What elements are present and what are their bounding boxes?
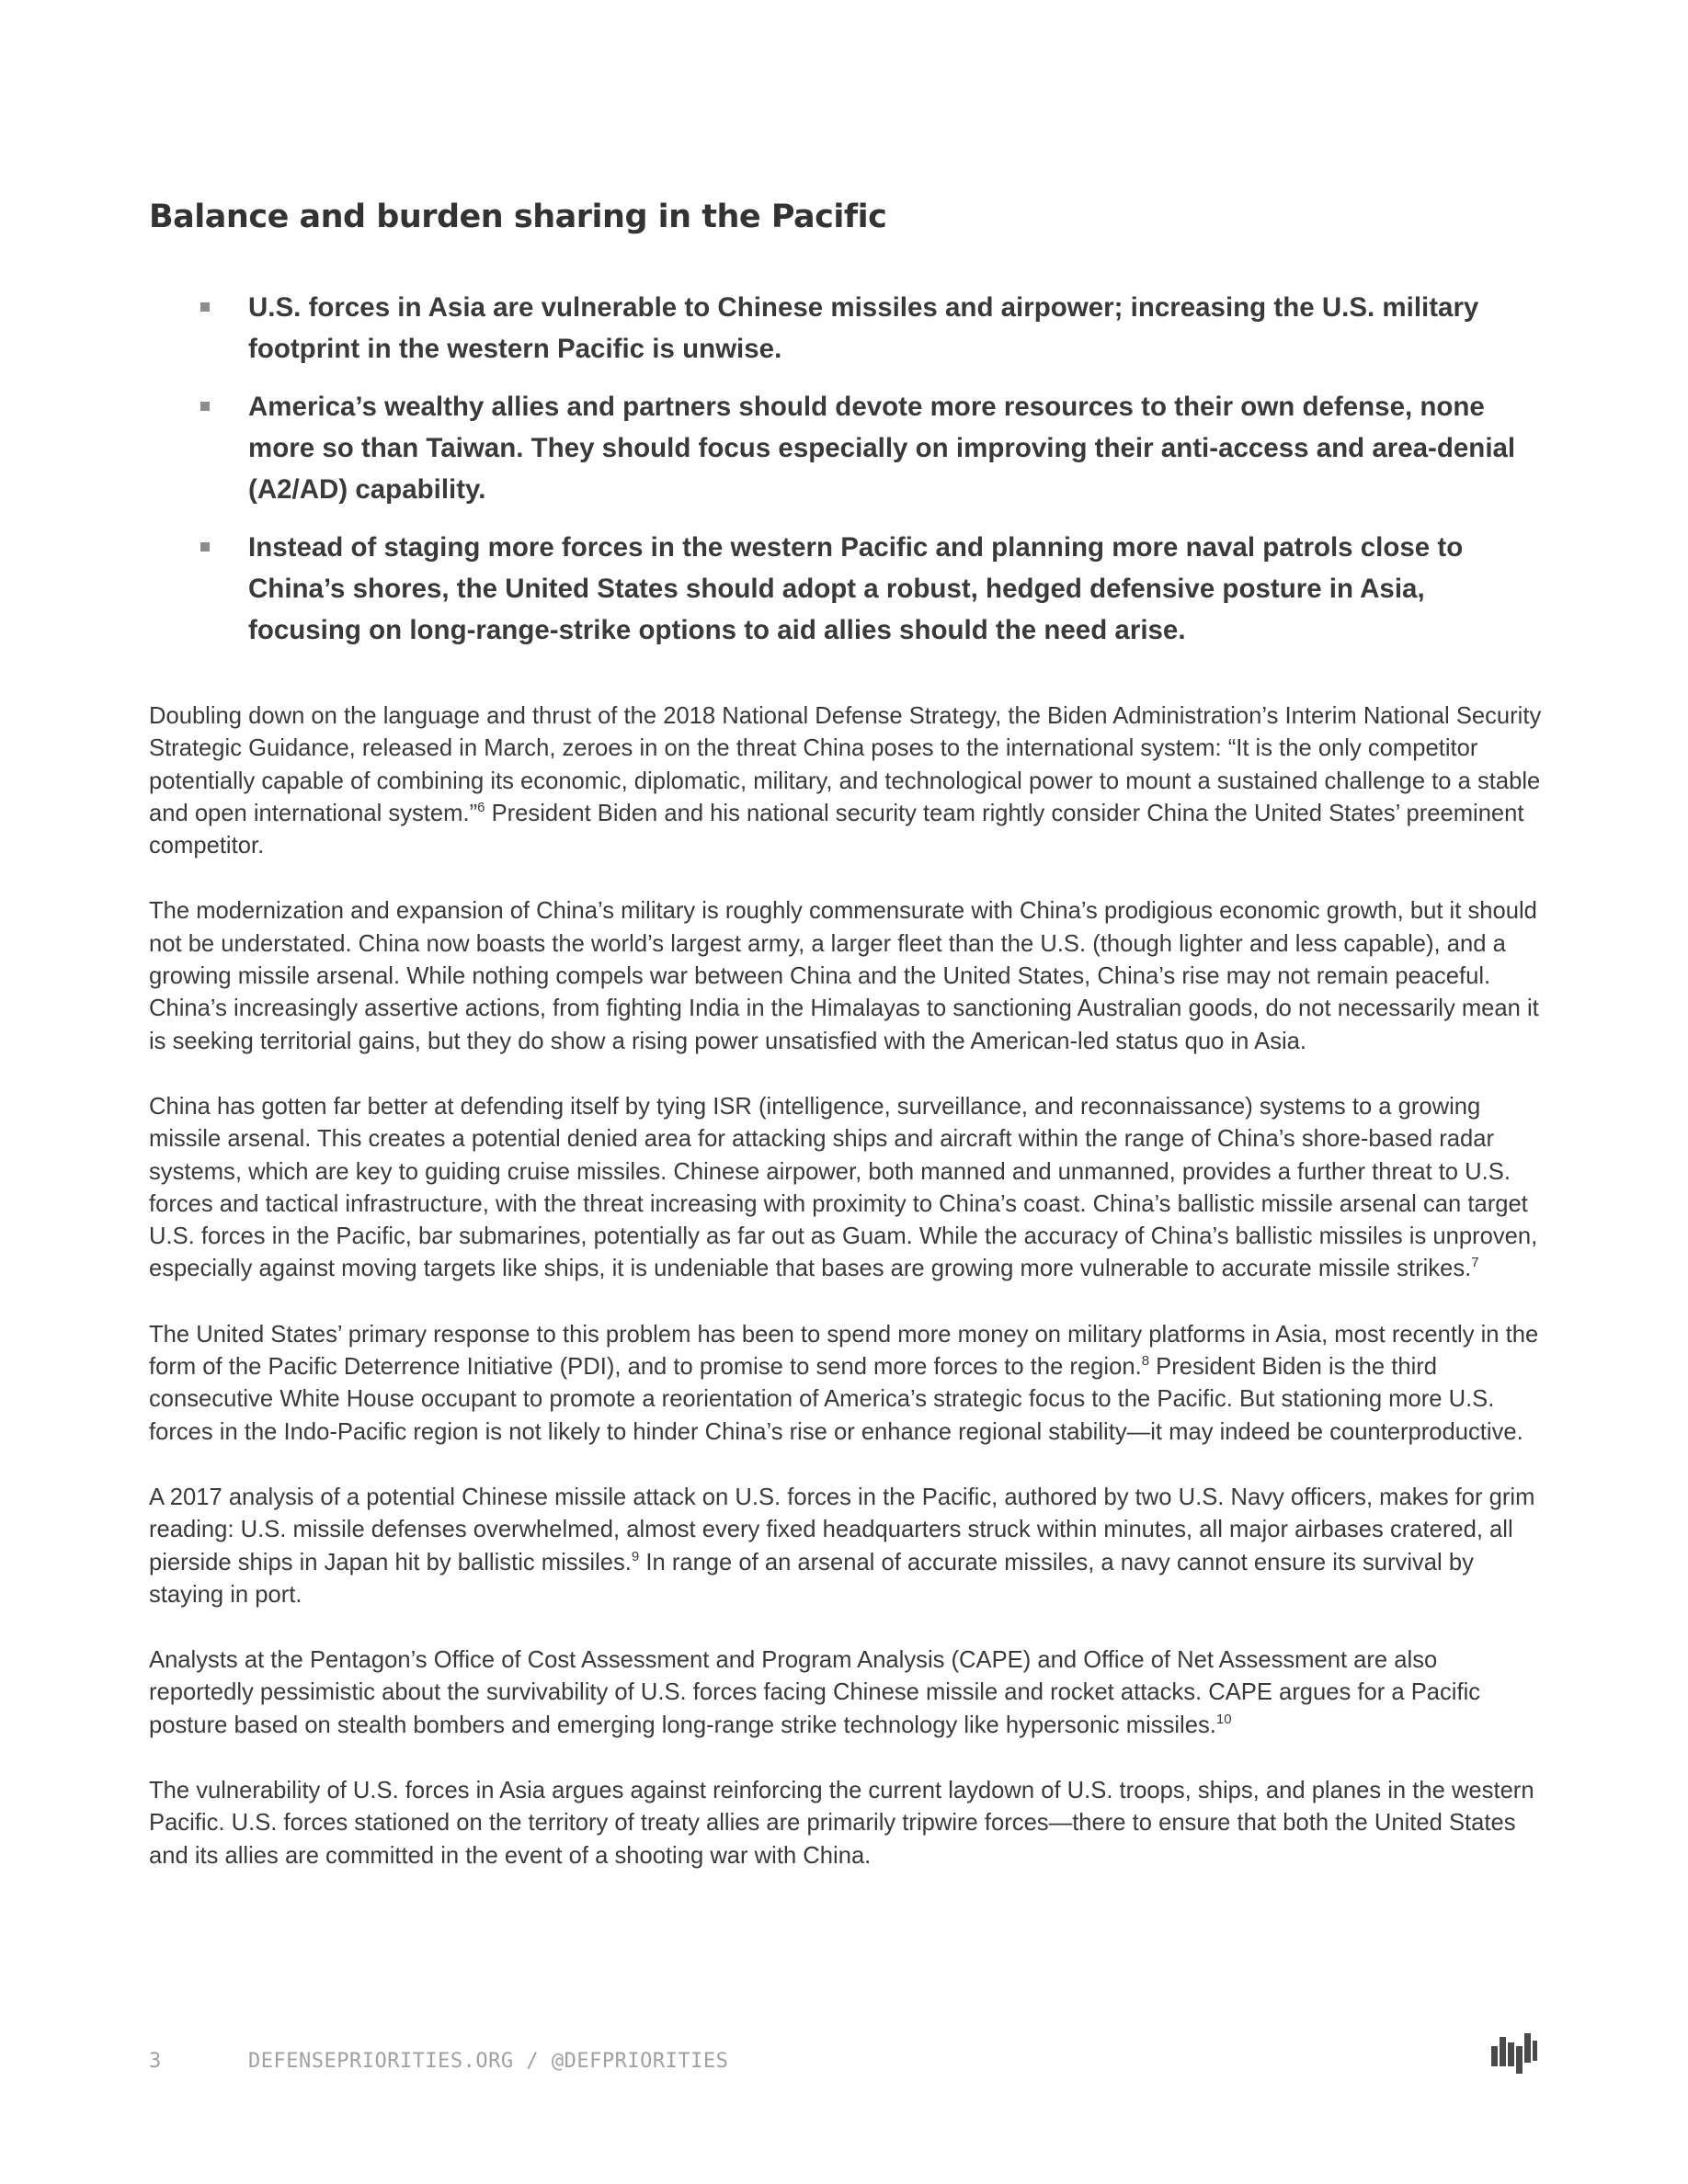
key-point-text: America’s wealthy allies and partners should devote more resources to their own defense, none more so than Taiwan. They should focus especially on improving their anti-access and area-denial (A2/AD) capability.: [248, 392, 1516, 505]
key-point-item: [200, 527, 1524, 651]
key-point-item: [200, 386, 1524, 510]
footnote-ref: 8: [1141, 1353, 1150, 1370]
section-heading: Balance and burden sharing in the Pacific: [149, 199, 887, 235]
body-text: [149, 700, 1542, 1905]
paragraph-text: The vulnerability of U.S. forces in Asia argues against reinforcing the current laydown of U.S. troops, ships, and planes in the western Pacific. U.S. forces stationed on the territory of treaty allies are primarily tripwire forces—there to ensure that both the United States and its allies are committed in the event of a shooting war with China.: [149, 1778, 1534, 1869]
document-page: [149, 0, 1542, 2184]
body-paragraph: [149, 1644, 1542, 1742]
footer-site-link[interactable]: DEFENSEPRIORITIES.ORG / @DEFPRIORITIES: [248, 2050, 729, 2073]
square-bullet-icon: [200, 542, 210, 552]
body-paragraph: [149, 1319, 1542, 1449]
paragraph-text: In range of an arsenal of accurate missiles, a navy cannot ensure its survival by staying in port.: [149, 1549, 1474, 1608]
footnote-ref: 9: [631, 1548, 640, 1564]
key-point-item: [200, 287, 1524, 370]
paragraph-text: Analysts at the Pentagon’s Office of Cost Assessment and Program Analysis (CAPE) and Office of Net Assessment are also reportedly pessimistic about the survivability of U.S. forces facing Chinese missile and rocket attacks. CAPE argues for a Pacific posture based on stealth bombers and emerging long-range strike technology like hypersonic missiles.: [149, 1647, 1481, 1738]
square-bullet-icon: [200, 402, 210, 411]
paragraph-text: The modernization and expansion of China’s military is roughly commensurate with China’s prodigious economic growth, but it should not be understated. China now boasts the world’s largest army, a larger fleet than the U.S. (though lighter and less capable), and a growing missile arsenal. While nothing compels war between China and the United States, China’s rise may not remain peaceful. China’s increasingly assertive actions, from fighting India in the Himalayas to sanctioning Australian goods, do not necessarily mean it is seeking territorial gains, but they do show a rising power unsatisfied with the American-led status quo in Asia.: [149, 898, 1539, 1054]
key-point-text: U.S. forces in Asia are vulnerable to Chinese missiles and airpower; increasing the U.S. military footprint in the western Pacific is unwise.: [248, 292, 1479, 364]
paragraph-text: A 2017 analysis of a potential Chinese missile attack on U.S. forces in the Pacific, authored by two U.S. Navy officers, makes for grim reading: U.S. missile defenses overwhelmed, almost every fixed headquarters struck within minutes, all major airbases cratered, all pierside ships in Japan hit by ballistic missiles.: [149, 1484, 1535, 1575]
body-paragraph: [149, 1091, 1542, 1286]
footnote-ref: 6: [477, 799, 485, 815]
paragraph-text: President Biden and his national security team rightly consider China the United States’ preeminent competitor.: [149, 800, 1524, 859]
body-paragraph: [149, 1775, 1542, 1872]
paragraph-text: The United States’ primary response to this problem has been to spend more money on military platforms in Asia, most recently in the form of the Pacific Deterrence Initiative (PDI), and to promise to send more forces to the region.: [149, 1321, 1539, 1381]
paragraph-text: President Biden is the third consecutive White House occupant to promote a reorientation of America’s strategic focus to the Pacific. But stationing more U.S. forces in the Indo-Pacific region is not likely to hinder China’s rise or enhance regional stability—it may indeed be counterproductive.: [149, 1354, 1523, 1445]
body-paragraph: [149, 1482, 1542, 1611]
paragraph-text: Doubling down on the language and thrust of the 2018 National Defense Strategy, the Biden Administration’s Interim National Security Strategic Guidance, released in March, zeroes in on the threat China poses to the international system: “It is the only competitor potentially capable of combining its economic, diplomatic, military, and technological power to mount a sustained challenge to a stable and open international system.”: [149, 703, 1542, 826]
square-bullet-icon: [200, 302, 210, 312]
page-number: 3: [149, 2050, 162, 2073]
key-points-list: [200, 287, 1524, 667]
key-point-text: Instead of staging more forces in the western Pacific and planning more naval patrols close to China’s shores, the United States should adopt a robust, hedged defensive posture in Asia, focusing on long-range-strike options to aid allies should the need arise.: [248, 532, 1464, 645]
body-paragraph: [149, 700, 1542, 862]
footnote-ref: 7: [1471, 1255, 1479, 1271]
footnote-ref: 10: [1215, 1711, 1232, 1727]
paragraph-text: China has gotten far better at defending itself by tying ISR (intelligence, surveillance, and reconnaissance) systems to a growing missile arsenal. This creates a potential denied area for attacking ships and aircraft within the range of China’s shore-based radar systems, which are key to guiding cruise missiles. Chinese airpower, both manned and unmanned, provides a further threat to U.S. forces and tactical infrastructure, with the threat increasing with proximity to China’s coast. China’s ballistic missile arsenal can target U.S. forces in the Pacific, bar submarines, potentially as far out as Guam. While the accuracy of China’s ballistic missiles is unproven, especially against moving targets like ships, it is undeniable that bases are growing more vulnerable to accurate missile strikes.: [149, 1093, 1538, 1282]
defense-priorities-logo-icon: [1491, 2033, 1537, 2074]
body-paragraph: [149, 895, 1542, 1057]
